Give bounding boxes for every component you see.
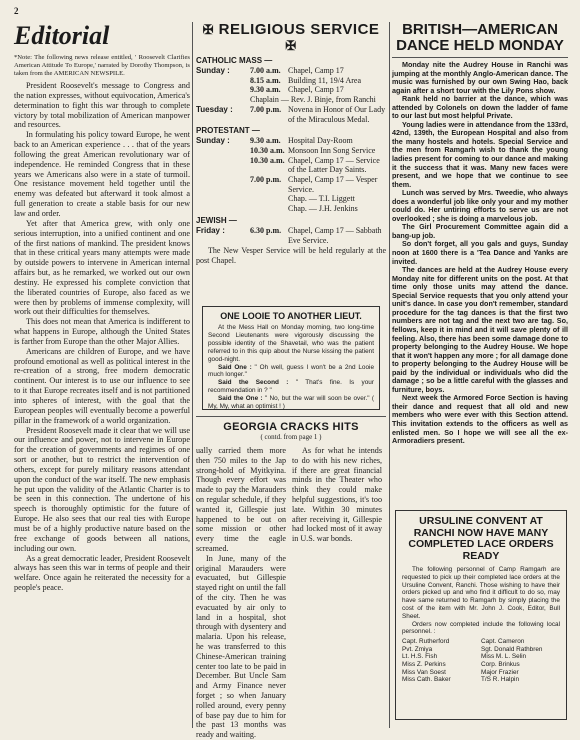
name-entry: T/S R. Halpin [481, 676, 520, 684]
name-entry: Miss M. L. Selin [481, 653, 527, 661]
service-row [196, 194, 386, 204]
editorial-paragraph: Americans are children of Europe, and we have profound emotional as well as political interest in the re-creation of a strong, free modern democratic continent. Our interest is to use our influence to see to it that Europe recreates itself and is not partitioned into spheres of interest, with the goal that the European peoples will eventually become a powerful pillar in the framework of a world organization. [14, 346, 190, 425]
cross-icon: ✠ [202, 22, 214, 37]
ursuline-paragraph: Orders now completed include the following local personnel. : [402, 620, 560, 636]
dance-paragraph: The dances are held at the Audrey House every Monday nite for different units on the post. At that time only those units may attend the dance. Special Service requests that you only attend your unit's dance. In case you don't remember, standard procedure for the tag dances is that the first two numbers are not tag and the next two are tag. So, fellows, keep it in mind and it will save plenty of ill feeling. Also, there has been some damage done to property belonging to the Audrey House. We hope that it won't happen any more ; for all damage done to property belonging to the Audrey House will be paid by the individual or individuals who did the damage ; so be a little careful with the glasses and furniture, boys. [392, 265, 568, 394]
service-row [196, 156, 386, 175]
editorial-note: *Note: The following news release entitled, ' Roosevelt Clarifies American Attitude To Europe,' narrated by Dorothy Thompson, is taken from the AMERICAN NEWSPILE. [14, 54, 190, 77]
quote: " No, but the war will soon be over." ( My, My, what an optimist ! ) [208, 395, 374, 411]
georgia-paragraph: As for what he intends to do with his new riches, if there are great financial minds in the Theater who think they could make helpful suggestions, it's too late. Within 30 minutes after receiving it, Gillespie had locked most of it away in U.S. war bonds. [292, 446, 382, 544]
editorial-body [14, 81, 190, 593]
service-day [196, 175, 250, 194]
service-desc: Chapel, Camp 17 — Service of the Latter Day Saints. [288, 155, 380, 175]
service-day [196, 194, 250, 204]
dance-paragraph: Monday nite the Audrey House in Ranchi was jumping at the monthly Anglo-American dance. The music was furnished by our own Swing Hao, back again after a short tour with the Lily Pons show. [392, 60, 568, 95]
georgia-article [196, 421, 386, 443]
dance-paragraph: Rank held no barrier at the dance, which was attended by Colonels on down the ladder of fame to our last but most helpful Private. [392, 94, 568, 121]
title-rule [392, 57, 568, 58]
ursuline-title: URSULINE CONVENT AT RANCHI NOW HAVE MANY COMPLETED LACE ORDERS READY [408, 515, 554, 562]
dance-column [392, 22, 568, 446]
service-day [196, 156, 250, 175]
vesper-note: The New Vesper Service will be held regularly at the post Chapel. [196, 246, 386, 265]
georgia-body [196, 446, 382, 740]
service-time [250, 204, 288, 214]
service-day [196, 146, 250, 156]
service-day: Sunday : [196, 66, 230, 75]
editorial-paragraph: President Roosevelt's message to Congress and the nation expresses, without equivocation, America's determination to fight this war through to complete victory by total mobilization of American manpower and resources. [14, 81, 190, 130]
column-rule [192, 22, 193, 728]
name-entry: Miss Van Soest [402, 668, 446, 676]
religious-title-text: RELIGIOUS SERVICE [218, 21, 380, 38]
dance-paragraph: Young ladies were in attendance from the 133rd, 42nd, 139th, the European Hospital and also from the many hostels and hotels. Special Service and the men from Ramgarh wish to thank the young ladies present for coming to our dance and making it the success that it was. Many new faces were present, and we hope that we continue to see them. [392, 119, 568, 189]
looie-line [208, 395, 374, 411]
georgia-paragraph: In June, many of the original Marauders were evacuated, but Gillespie stayed right on until the fall of the city. Then he was evacuated by air only to land in a hospital, shot through with dysentery and malaria. Upon his release, he was transferred to this Chinese-American training center too late to be paid in December. But Uncle Sam and Army Finance never forget ; so when January rolled around, every penny of base pay due to him for the past 13 months was ready and waiting. [196, 553, 286, 740]
service-row [196, 66, 386, 76]
georgia-subtitle: ( contd. from page 1 ) [260, 433, 322, 441]
name-entry: Lt. H.S. Fish [402, 653, 438, 661]
protestant-services [196, 136, 386, 214]
dance-body [392, 61, 568, 446]
service-desc: Chaplain — Rev. J. Binje, from Ranchi [250, 95, 376, 105]
service-day [196, 204, 250, 214]
georgia-col-2 [292, 446, 382, 740]
service-desc: Chap. — T.I. Liggett [288, 194, 355, 204]
looie-title: ONE LOOIE TO ANOTHER LIEUT. [220, 311, 362, 321]
protestant-heading: PROTESTANT — [196, 126, 260, 136]
service-desc: Chapel, Camp 17 [288, 66, 344, 75]
service-desc: Novena in Honor of Our Lady of the Miraculous Medal. [288, 104, 386, 124]
quote: " Oh well, guess I won't be a 2nd Looie much longer." [208, 363, 374, 379]
quote: " That's fine. Is your recommendation in ? " [208, 379, 374, 395]
name-entry: Miss Cath. Baker [402, 676, 451, 684]
name-entry: Major Frazier [481, 668, 519, 676]
dance-paragraph: Lunch was served by Mrs. Tweedie, who always does a wonderful job like only your and my mother could do. Her untiring efforts to serve us are not overlooked ; she is doing a marvelous job. [392, 188, 568, 223]
editorial-paragraph: As a great democratic leader, President Roosevelt always has seen this war in terms of people and their welfare. Once again he reiterated the necessity for a people's peace. [14, 553, 190, 593]
service-row [196, 204, 386, 214]
service-time: 7.00 p.m. [250, 104, 282, 114]
service-time: 9.30 a.m. [250, 85, 281, 95]
editorial-title: Editorial [14, 21, 110, 50]
jewish-services [196, 226, 386, 245]
page-number: 2 [14, 6, 19, 16]
column-rule [389, 22, 390, 728]
service-day [196, 85, 250, 95]
service-desc: Hospital Day-Room [288, 136, 353, 146]
service-day: Tuesday : [196, 104, 233, 114]
looie-box [202, 306, 380, 410]
service-day [196, 95, 250, 105]
service-row [196, 76, 386, 86]
service-time: 10.30 a.m. [250, 145, 285, 155]
speaker: Said One : [218, 363, 252, 371]
service-row [196, 226, 386, 245]
editorial-paragraph: Yet after that America grew, with only one serious interruption, into a unified continent and one of the first nations of mankind. The president knows that in these critical years many attempts were made by outside powers to intervene in American internal affairs but, as he remarked, we worked out our own destiny. He expressed his complete conviction that the liberated countries of Europe, also faced as we were then by problems of immense complexity, will work out their difficulties for themselves. [14, 218, 190, 317]
editorial-column [14, 22, 190, 593]
dance-title: BRITISH—AMERICAN DANCE HELD MONDAY [396, 21, 564, 54]
jewish-heading: JEWISH — [196, 215, 237, 225]
service-time: 7.00 p.m. [250, 175, 282, 185]
service-desc: Chapel, Camp 17 — Sabbath Eve Service. [288, 225, 382, 245]
name-entry: Corp. Brinkus [481, 660, 520, 668]
dance-paragraph: So don't forget, all you gals and guys, Sunday noon at 1600 there is a 'Tea Dance and Yanks are invited. [392, 239, 568, 266]
catholic-heading: CATHOLIC MASS — [196, 56, 273, 65]
service-desc: Monsoon Inn Song Service [288, 145, 376, 155]
service-row [196, 175, 386, 194]
looie-line [208, 379, 374, 395]
ursuline-paragraph: The following personnel of Camp Ramgarh are requested to pick up their completed lace orders at the Ursuline Convent, Ranchi. Those wishing to have their orders picked up and who find it difficult to do so, may have same returned to Ramgarh by simply placing the cost of the item with Mr. John J. Cook, Editor, Bull Sheet. [402, 566, 560, 620]
dance-paragraph: Next week the Armored Force Section is having their dance and request that all old and new members who were ever with this Section attend. This invitation extends to the officers as well as enlisted men. So I hope we will see all the ex-Armoradiers present. [392, 393, 568, 446]
service-time: 6.30 p.m. [250, 225, 282, 235]
section-rule [196, 416, 386, 417]
service-day: Friday : [196, 225, 225, 235]
service-desc: Chap. — J.H. Jenkins [288, 204, 358, 214]
religious-title [196, 22, 386, 54]
georgia-title: GEORGIA CRACKS HITS [223, 421, 359, 433]
service-day: Sunday : [196, 136, 230, 146]
cross-icon: ✠ [285, 38, 297, 53]
service-time: 7.00 a.m. [250, 66, 281, 75]
service-row [196, 146, 386, 156]
religious-column [196, 22, 386, 266]
service-row [196, 95, 386, 105]
editorial-paragraph: This does not mean that America is indifferent to what happens in Europe, although the United States is farther from Europe than the other Major Allies. [14, 317, 190, 346]
service-row [196, 105, 386, 124]
ursuline-name-list [402, 638, 560, 684]
speaker: Said the One : [218, 395, 263, 403]
speaker: Said the Second : [218, 379, 289, 387]
service-desc: Chapel, Camp 17 — Vesper Service. [288, 175, 378, 194]
looie-line [208, 364, 374, 380]
service-time: 8.15 a.m. [250, 75, 281, 85]
name-entry: Capt. Cameron [481, 638, 525, 646]
service-day [196, 76, 250, 86]
looie-text: At the Mess Hall on Monday morning, two long-time Second Lieutenants were vigorously discussing the possible identity of the Shavetail, who was the patient referred to in this quip about the Nurse kissing the patient good-night. [208, 324, 374, 363]
service-time [250, 194, 288, 204]
ursuline-box [395, 510, 567, 720]
editorial-paragraph: President Roosevelt made it clear that we will use our influence and power, not to intervene in Europe for the creation of governments and regimes of one sort or another, but to restrict the intervention of others, except for purely military reasons attendant upon the conduct of the war itself. The new emphasis he put upon the validity of the Atlantic Charter is to be seen in this connection. The undertone of his speech is thoroughly optimistic for the future of Europe. He also sees that our real ties with Europe must be of a highly productive nature based on the free exchange of goods between all nations, including our own. [14, 425, 190, 553]
service-row [196, 85, 386, 95]
georgia-paragraph: ually carried them more then 750 miles to the Jap strong-hold of Myitkyina. Though every effort was made to pay the Marauders on regular schedule, if they wanted it, Gillespie just happened to be out on some mission or other every time the eagle screamed. [196, 446, 286, 553]
service-time: 9.30 a.m. [250, 136, 281, 146]
name-entry: Miss Z. Perkins [402, 660, 446, 668]
name-entry: Capt. Rutherford [402, 638, 450, 646]
georgia-col-1 [196, 446, 286, 740]
catholic-services [196, 66, 386, 124]
service-time: 10.30 a.m. [250, 155, 285, 165]
name-entry: Pvt. Zmiya [402, 645, 433, 653]
service-desc: Chapel, Camp 17 [288, 85, 344, 95]
editorial-paragraph: In formulating his policy toward Europe, he went back to an American experience . . . that of the years following the great American revolutionary war of independence. He reminded Congress that in these years we Americans also were in a state of turmoil. One resistance movement held together until the enemy was defeated but afterward it took almost a full generation to create a stable basis for our new law and order. [14, 130, 190, 218]
name-entry: Sgt. Donald Rathbren [481, 645, 543, 653]
service-desc: Building 11, 19/4 Area [288, 75, 362, 85]
service-row [196, 136, 386, 146]
ursuline-body [402, 566, 560, 636]
dance-paragraph: The Girl Procurement Committee again did a bang-up job. [392, 222, 568, 240]
